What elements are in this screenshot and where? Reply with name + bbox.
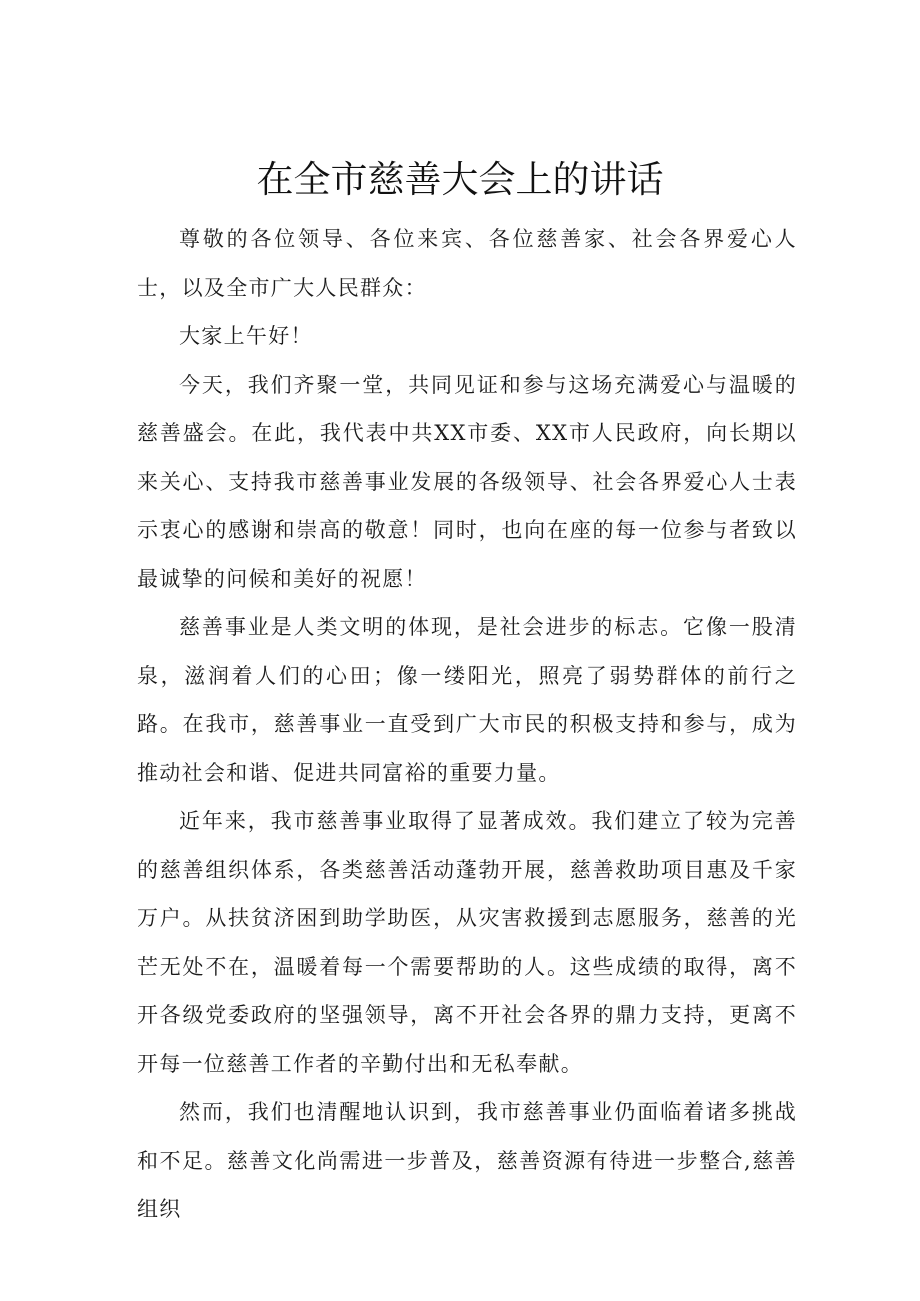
document-title: 在全市慈善大会上的讲话 (256, 158, 664, 201)
body-paragraph: 然而，我们也清醒地认识到，我市慈善事业仍面临着诸多挑战和不足。慈善文化尚需进一步普及，慈善资源有待进一步整合,慈善组织 (137, 1100, 797, 1221)
greeting-paragraph: 大家上午好！ (179, 324, 313, 348)
body-paragraph: 今天，我们齐聚一堂，共同见证和参与这场充满爱心与温暖的慈善盛会。在此，我代表中共XX市委、XX市人民政府，向长期以来关心、支持我市慈善事业发展的各级领导、社会各界爱心人士表示衷心的感谢和崇高的敬意！同时，也向在座的每一位参与者致以最诚挚的问候和美好的祝愿！ (137, 372, 797, 591)
salutation-paragraph: 尊敬的各位领导、各位来宾、各位慈善家、社会各界爱心人士，以及全市广大人民群众： (137, 227, 797, 300)
body-paragraph: 慈善事业是人类文明的体现，是社会进步的标志。它像一股清泉，滋润着人们的心田；像一缕阳光，照亮了弱势群体的前行之路。在我市，慈善事业一直受到广大市民的积极支持和参与，成为推动社会和谐、促进共同富裕的重要力量。 (137, 615, 797, 785)
body-paragraph: 近年来，我市慈善事业取得了显著成效。我们建立了较为完善的慈善组织体系，各类慈善活动蓬勃开展，慈善救助项目惠及千家万户。从扶贫济困到助学助医，从灾害救援到志愿服务，慈善的光芒无处不在，温暖着每一个需要帮助的人。这些成绩的取得，离不开各级党委政府的坚强领导，离不开社会各界的鼎力支持，更离不开每一位慈善工作者的辛勤付出和无私奉献。 (137, 809, 797, 1076)
document-body (137, 215, 797, 1234)
